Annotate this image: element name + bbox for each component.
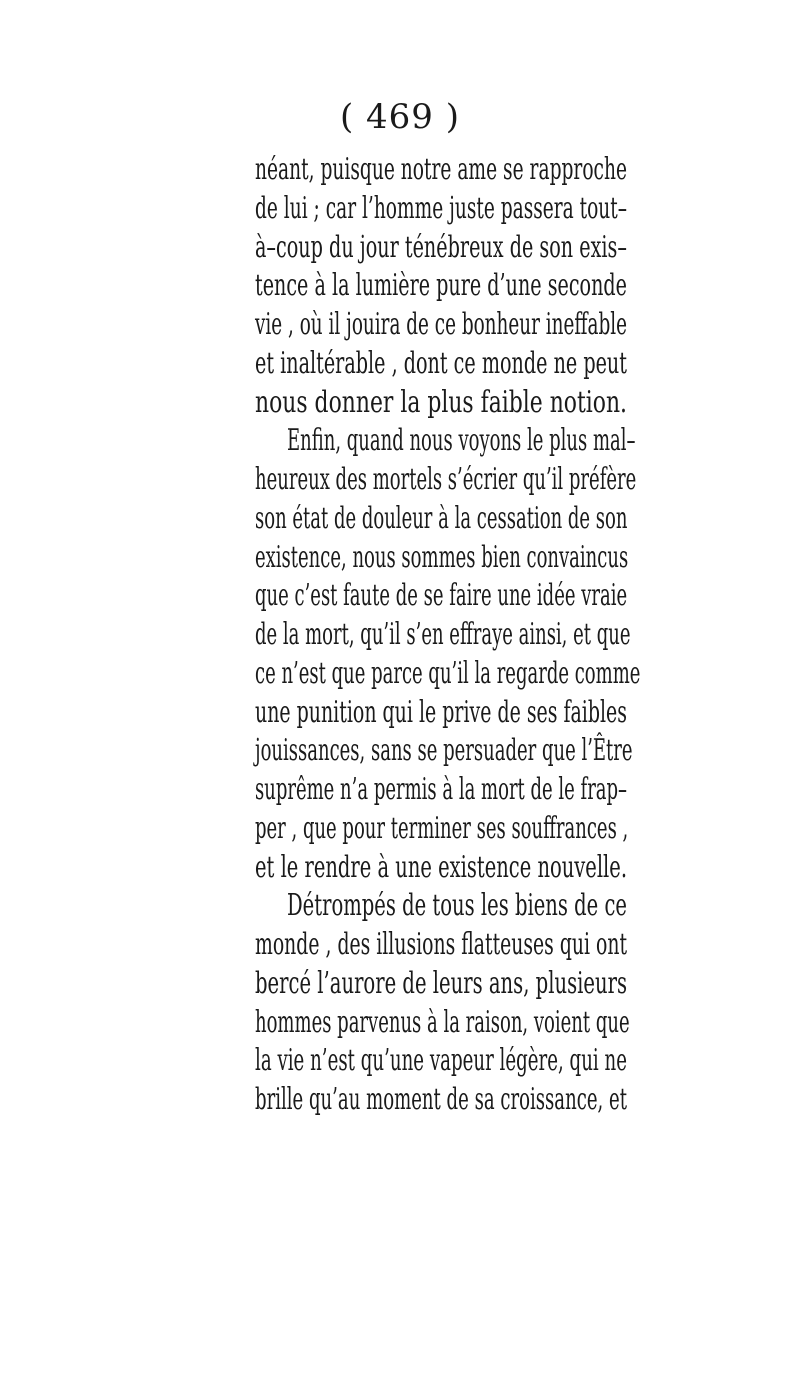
text-line: vie , où il jouira de ce bonheur ineffable <box>255 307 628 342</box>
text-line: et inaltérable , dont ce monde ne peut <box>255 345 627 381</box>
text-line: nous donner la plus faible notion. <box>255 384 628 420</box>
text-line: que c’est faute de se faire une idée vraie <box>255 578 628 614</box>
text-line: une punition qui le prive de ses faibles <box>255 694 628 730</box>
text-line: brille qu’au moment de sa croissance, et <box>255 1082 627 1117</box>
text-line: heureux des mortels s’écrier qu’il préfère <box>255 462 637 497</box>
text-line: son état de douleur à la cessation de son <box>255 500 628 536</box>
text-line: à–coup du jour ténébreux de son exis– <box>255 229 627 265</box>
text-line: ce n’est que parce qu’il la regarde comme <box>255 655 641 691</box>
text-line: suprême n’a permis à la mort de le frap– <box>255 772 628 807</box>
text-line: et le rendre à une existence nouvelle. <box>255 849 628 885</box>
text-line: tence à la lumière pure d’une seconde <box>255 268 627 304</box>
text-line: monde , des illusions flatteuses qui ont <box>255 927 628 962</box>
text-line: per , que pour terminer ses souffrances , <box>255 810 629 846</box>
text-line: existence, nous sommes bien convaincus <box>255 539 629 575</box>
text-line: Détrompés de tous les biens de ce <box>287 888 627 924</box>
text-line: de lui ; car l’homme juste passera tout– <box>255 190 628 226</box>
page-number-header: ( 469 ) <box>339 97 461 137</box>
text-line: néant, puisque notre ame se rapproche <box>255 152 628 187</box>
text-line: jouissances, sans se persuader que l’Être <box>255 733 633 769</box>
text-line: Enfin, quand nous voyons le plus mal– <box>287 423 636 459</box>
text-line: bercé l’aurore de leurs ans, plusieurs <box>255 965 628 1001</box>
text-line: hommes parvenus à la raison, voient que <box>255 1004 630 1040</box>
text-line: de la mort, qu’il s’en effraye ainsi, et que <box>255 617 631 652</box>
text-line: la vie n’est qu’une vapeur légère, qui ne <box>255 1043 627 1079</box>
